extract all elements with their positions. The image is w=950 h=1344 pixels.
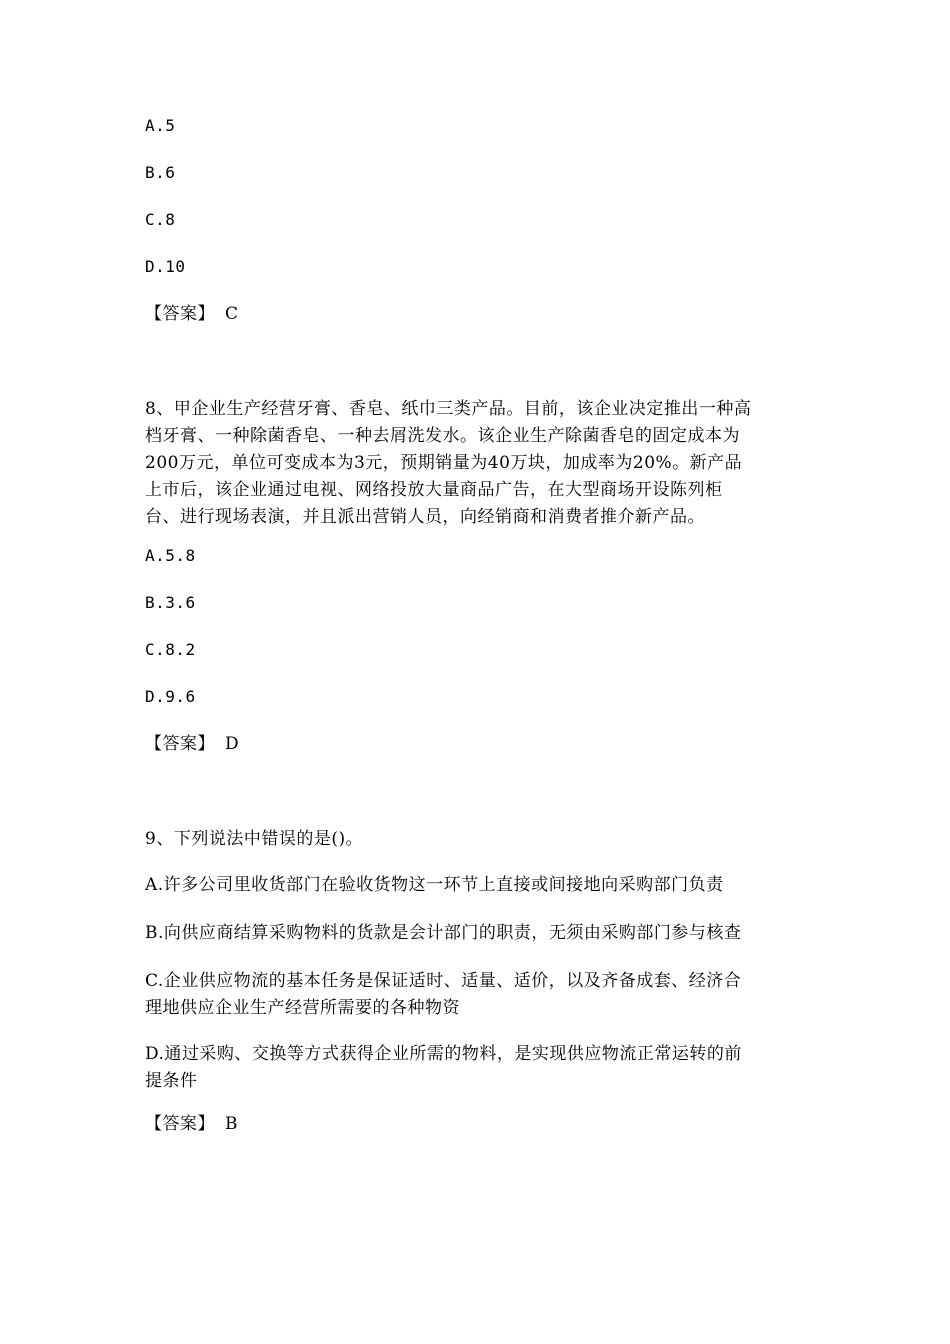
q9-answer-value: B bbox=[225, 1114, 238, 1134]
q7-option-a: A.5 bbox=[145, 116, 176, 135]
q8-stem-line-4: 上市后，该企业通过电视、网络投放大量商品广告，在大型商场开设陈列柜 bbox=[145, 480, 723, 500]
q8-stem-line-5: 台、进行现场表演，并且派出营销人员，向经销商和消费者推介新产品。 bbox=[145, 507, 705, 527]
q9-option-c-line-2: 理地供应企业生产经营所需要的各种物资 bbox=[145, 998, 460, 1018]
q9-answer-label: 【答案】 bbox=[145, 1114, 215, 1134]
q8-answer-label: 【答案】 bbox=[145, 734, 215, 754]
q9-stem: 9、下列说法中错误的是()。 bbox=[145, 829, 364, 849]
q8-option-a: A.5.8 bbox=[145, 546, 196, 565]
q8-answer-value: D bbox=[225, 734, 240, 754]
q9-option-b: B.向供应商结算采购物料的货款是会计部门的职责，无须由采购部门参与核查 bbox=[145, 923, 742, 943]
q7-option-d: D.10 bbox=[145, 257, 186, 276]
q8-stem-line-1: 8、甲企业生产经营牙膏、香皂、纸巾三类产品。目前，该企业决定推出一种高 bbox=[145, 399, 752, 419]
q7-answer bbox=[145, 301, 239, 327]
q9-option-a: A.许多公司里收货部门在验收货物这一环节上直接或间接地向采购部门负责 bbox=[145, 875, 724, 895]
q8-option-b: B.3.6 bbox=[145, 593, 196, 612]
q9-answer bbox=[145, 1111, 238, 1137]
q8-option-c: C.8.2 bbox=[145, 640, 196, 659]
q8-answer bbox=[145, 731, 239, 757]
q8-option-d: D.9.6 bbox=[145, 687, 196, 706]
q7-answer-label: 【答案】 bbox=[145, 304, 215, 324]
q9-option-c-line-1: C.企业供应物流的基本任务是保证适时、适量、适价，以及齐备成套、经济合 bbox=[145, 971, 742, 991]
q7-option-b: B.6 bbox=[145, 163, 176, 182]
q7-option-c: C.8 bbox=[145, 210, 176, 229]
q9-option-d-line-2: 提条件 bbox=[145, 1071, 198, 1091]
q8-stem-line-2: 档牙膏、一种除菌香皂、一种去屑洗发水。该企业生产除菌香皂的固定成本为 bbox=[145, 426, 740, 446]
q7-answer-value: C bbox=[225, 304, 239, 324]
q8-stem-line-3: 200万元，单位可变成本为3元，预期销量为40万块，加成率为20%。新产品 bbox=[145, 453, 743, 473]
q9-option-d-line-1: D.通过采购、交换等方式获得企业所需的物料，是实现供应物流正常运转的前 bbox=[145, 1044, 742, 1064]
